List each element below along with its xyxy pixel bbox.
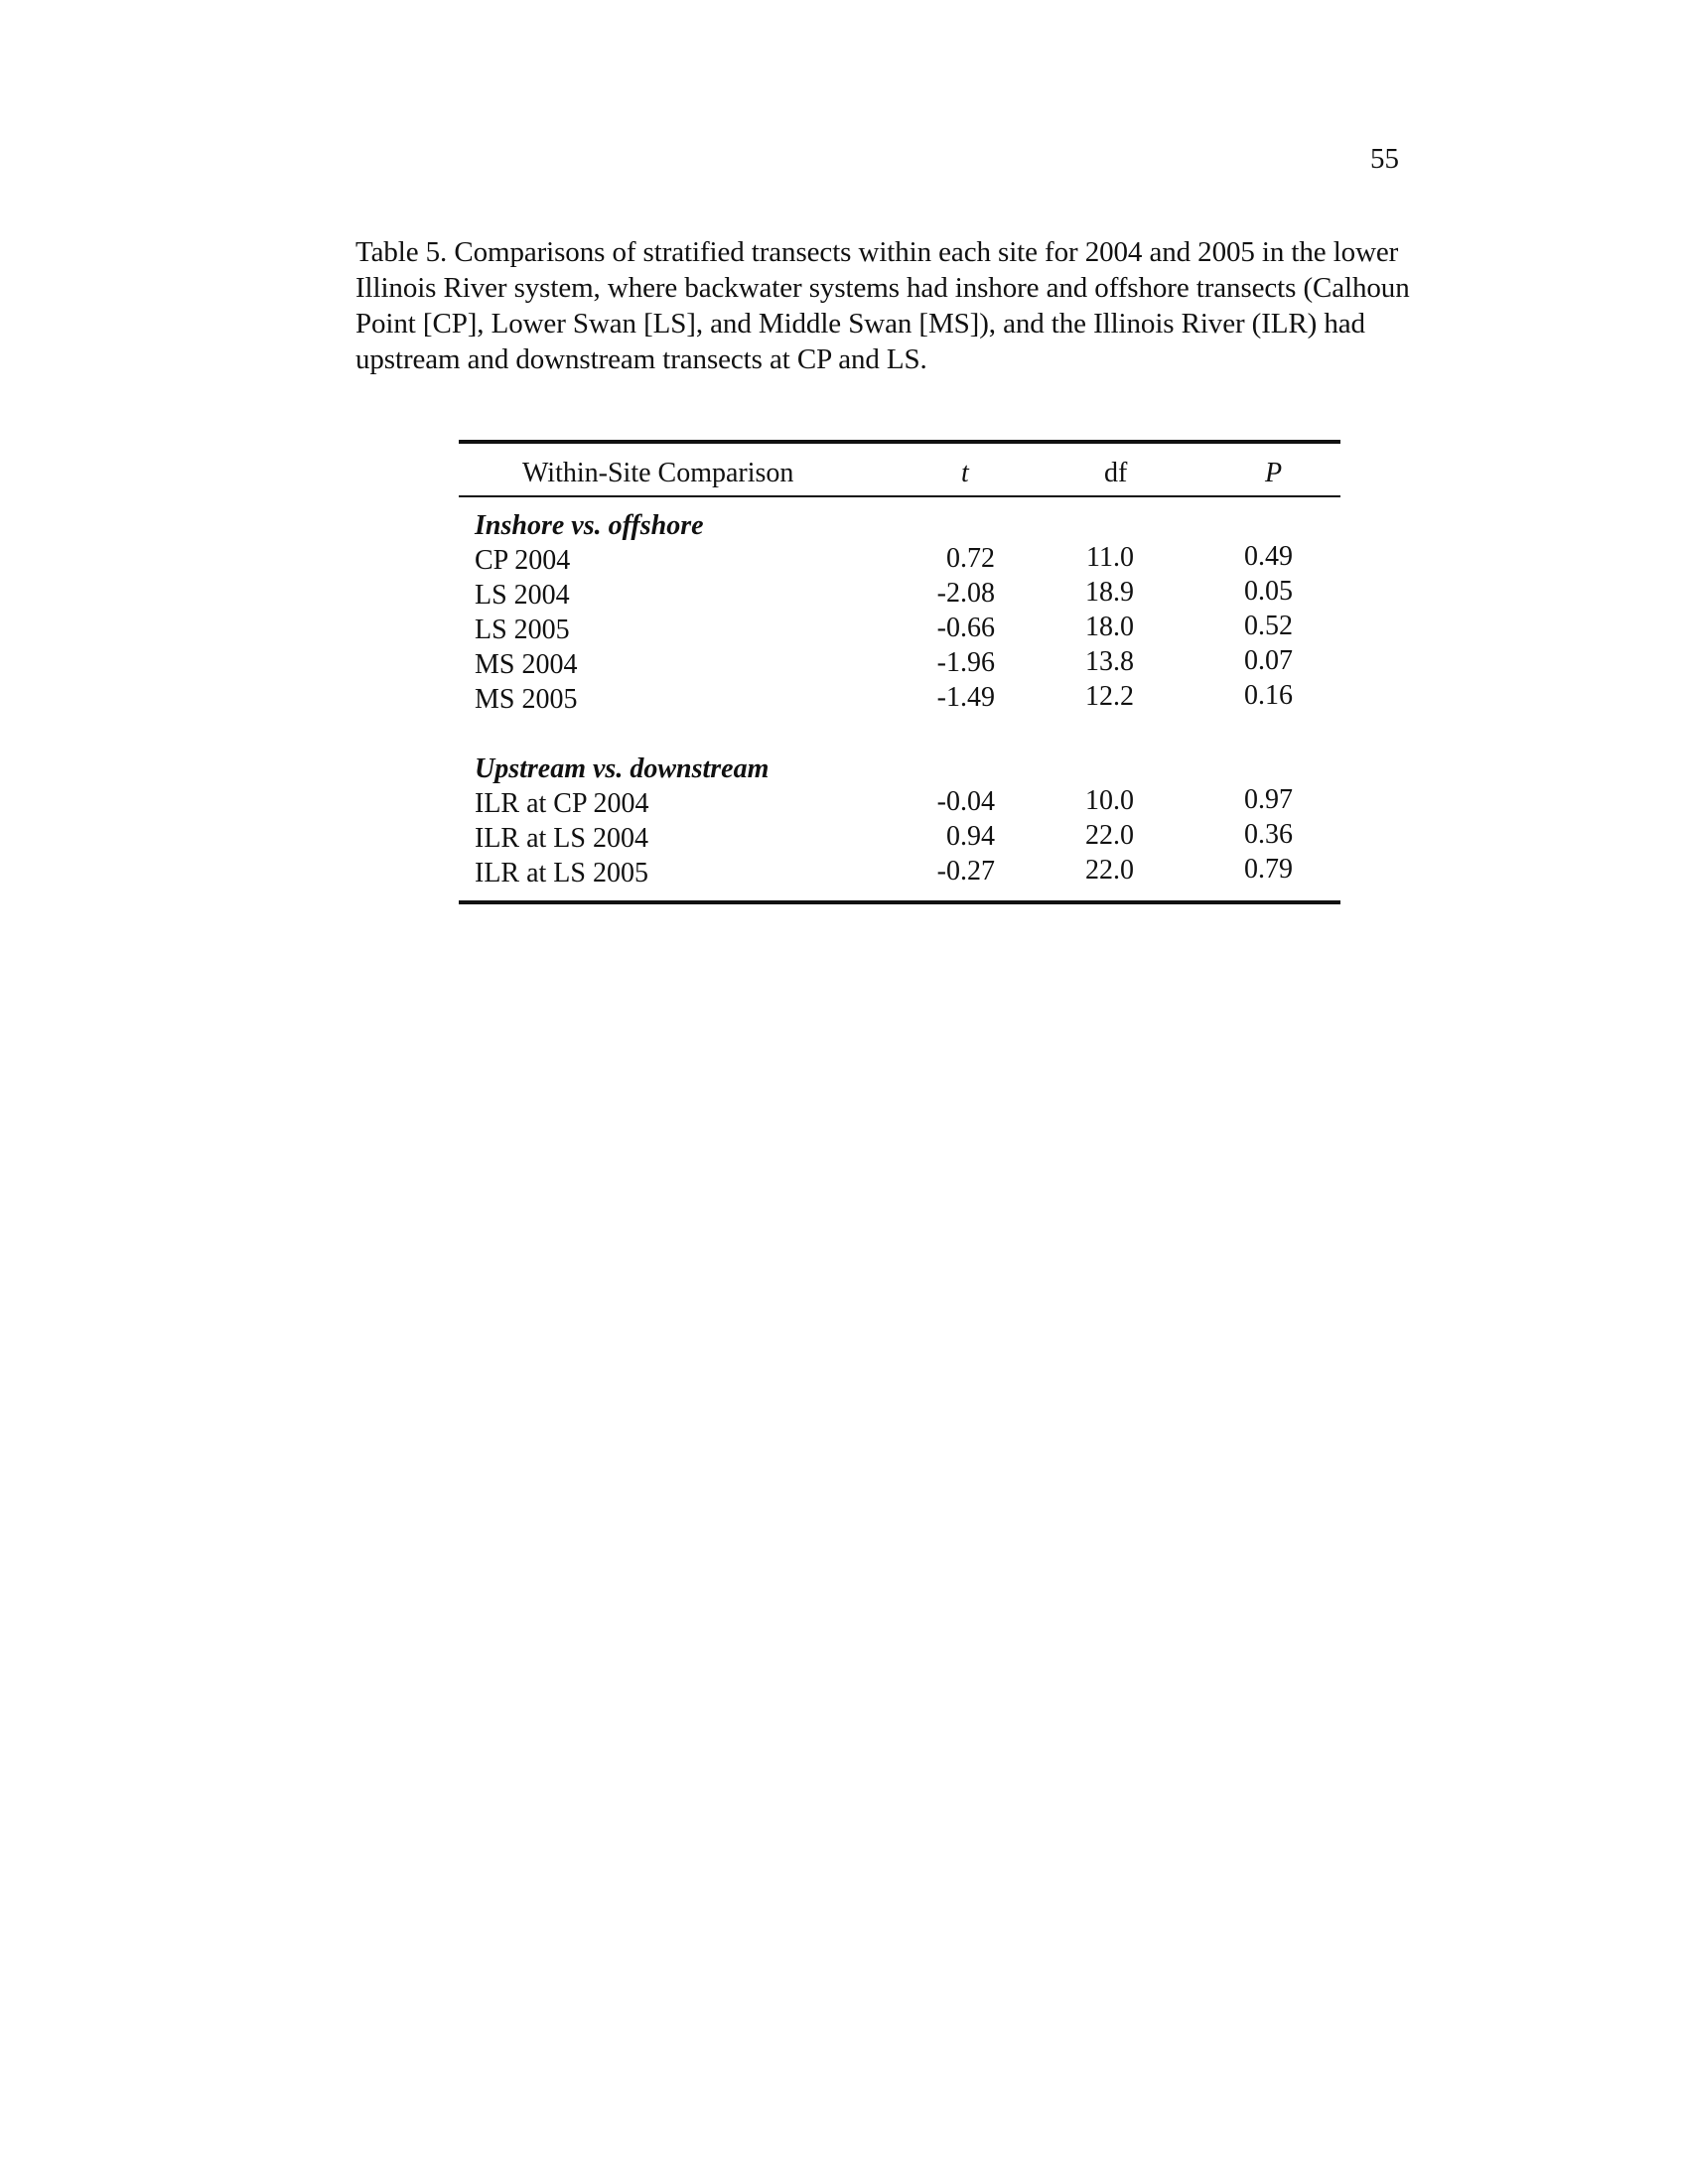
row-label: LS 2005 [475,614,570,645]
row-t: -1.96 [936,647,995,678]
header-comparison: Within-Site Comparison [522,458,794,488]
row-t: -1.49 [936,682,995,713]
row-df: 10.0 [1085,785,1134,816]
row-t: -0.27 [936,856,995,887]
row-df: 22.0 [1085,820,1134,851]
row-df: 22.0 [1085,855,1134,886]
table-row [459,856,1340,890]
row-df: 18.0 [1085,612,1134,642]
row-p: 0.97 [1244,784,1293,815]
row-label: ILR at LS 2005 [475,858,648,888]
row-t: -0.66 [936,613,995,643]
row-df: 12.2 [1085,681,1134,712]
row-label: CP 2004 [475,545,571,576]
row-label: MS 2005 [475,684,578,715]
row-label: ILR at CP 2004 [475,788,649,819]
comparison-table [459,440,1340,904]
row-p: 0.07 [1244,645,1293,676]
section-title-upstream-downstream: Upstream vs. downstream [475,753,770,784]
table-row [459,543,1340,578]
page-number: 55 [1370,143,1399,175]
row-t: 0.94 [946,821,995,852]
row-p: 0.79 [1244,854,1293,885]
row-label: ILR at LS 2004 [475,823,648,854]
table-header-row [459,444,1340,495]
row-p: 0.49 [1244,541,1293,572]
table-bottom-rule [459,900,1340,904]
table-row [459,647,1340,682]
table-row [459,821,1340,856]
header-p: P [1265,458,1283,488]
row-label: MS 2004 [475,649,578,680]
row-df: 11.0 [1086,542,1134,573]
table-caption: Table 5. Comparisons of stratified transects within each site for 2004 and 2005 in the lower Illinois River system, where backwater systems had inshore and offshore transects (Calhoun Point [CP], Lower Swan [LS], and Middle Swan [MS]), and the Illinois River (ILR) had upstream and downstream transects at CP and LS. [355,236,1410,375]
row-p: 0.16 [1244,680,1293,711]
section-title-inshore-offshore: Inshore vs. offshore [475,510,704,541]
row-df: 18.9 [1085,577,1134,608]
row-p: 0.52 [1244,611,1293,641]
table-row [459,613,1340,647]
row-df: 13.8 [1085,646,1134,677]
header-df: df [1104,458,1128,488]
row-p: 0.05 [1244,576,1293,607]
row-t: -0.04 [936,786,995,817]
header-t: t [961,458,969,488]
table-row [459,682,1340,717]
table-body [459,497,1340,900]
table-row [459,786,1340,821]
row-t: 0.72 [946,543,995,574]
row-label: LS 2004 [475,580,570,611]
table-row [459,578,1340,613]
row-t: -2.08 [936,578,995,609]
row-p: 0.36 [1244,819,1293,850]
